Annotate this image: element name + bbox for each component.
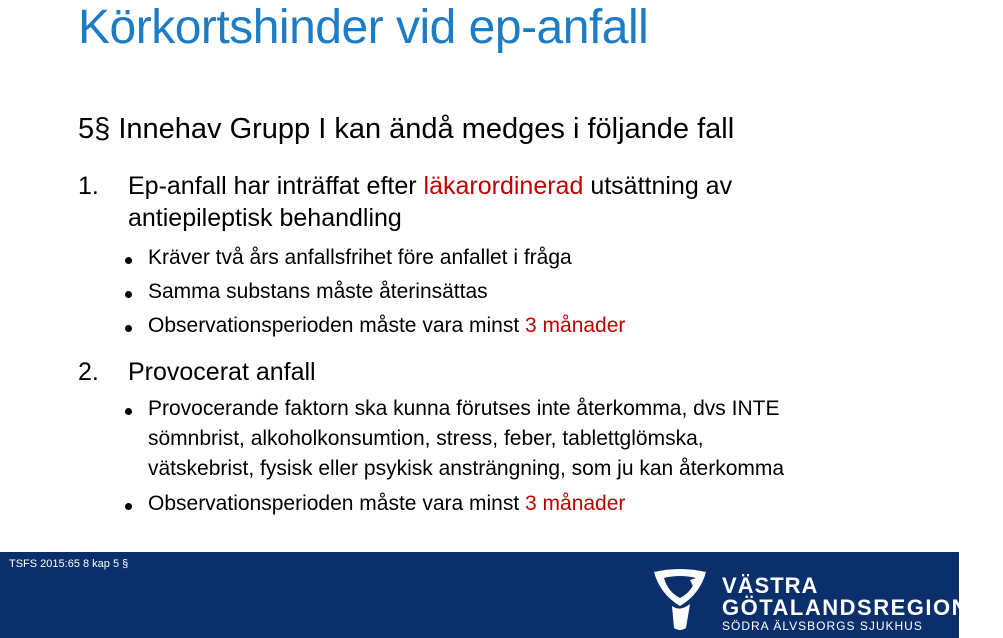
item2-bullet-2-red: 3 månader: [525, 492, 626, 515]
bullet-dot-icon: [125, 325, 132, 332]
item1-bullet-1: Kräver två års anfallsfrihet före anfallet i fråga: [148, 246, 572, 269]
item1-bullet-3: [148, 314, 625, 338]
brand-line-1: VÄSTRA: [722, 573, 819, 598]
item1-text: [128, 172, 732, 201]
item2-bullet-1-line2: sömnbrist, alkoholkonsumtion, stress, feber, tablettglömska,: [148, 427, 704, 450]
item1-text-red: läkarordinerad: [423, 172, 584, 200]
section-heading: 5§ Innehav Grupp I kan ändå medges i följande fall: [78, 113, 735, 145]
slide-title: Körkortshinder vid ep-anfall: [78, 1, 649, 54]
item1-text-b: utsättning av: [583, 172, 733, 200]
item1-bullet-3-text: Observationsperioden måste vara minst: [148, 314, 526, 337]
item1-text-line2: antiepileptisk behandling: [128, 204, 402, 232]
item2-bullet-1-line3: vätskebrist, fysisk eller psykisk ansträngning, som ju kan återkomma: [148, 457, 785, 480]
brand-line-3: SÖDRA ÄLVSBORGS SJUKHUS: [722, 619, 923, 633]
bullet-dot-icon: [125, 408, 132, 415]
item1-text-a: Ep-anfall har inträffat efter: [128, 172, 424, 200]
brand-line-2: GÖTALANDSREGIONEN: [722, 595, 1003, 620]
item2-bullet-2-text: Observationsperioden måste vara minst: [148, 492, 526, 515]
footer-reference: TSFS 2015:65 8 kap 5 §: [9, 558, 129, 570]
bullet-dot-icon: [125, 503, 132, 510]
item1-bullet-3-red: 3 månader: [525, 314, 626, 337]
item1-bullet-2: Samma substans måste återinsättas: [148, 280, 488, 303]
item1-number: 1.: [78, 172, 99, 200]
item2-number: 2.: [78, 358, 99, 386]
bullet-dot-icon: [125, 291, 132, 298]
vgr-logo-icon: [650, 566, 710, 632]
item2-bullet-2: [148, 492, 625, 516]
bullet-dot-icon: [125, 257, 132, 264]
item2-text: Provocerat anfall: [128, 358, 316, 386]
item2-bullet-1-line1: Provocerande faktorn ska kunna förutses inte återkomma, dvs INTE: [148, 397, 780, 420]
